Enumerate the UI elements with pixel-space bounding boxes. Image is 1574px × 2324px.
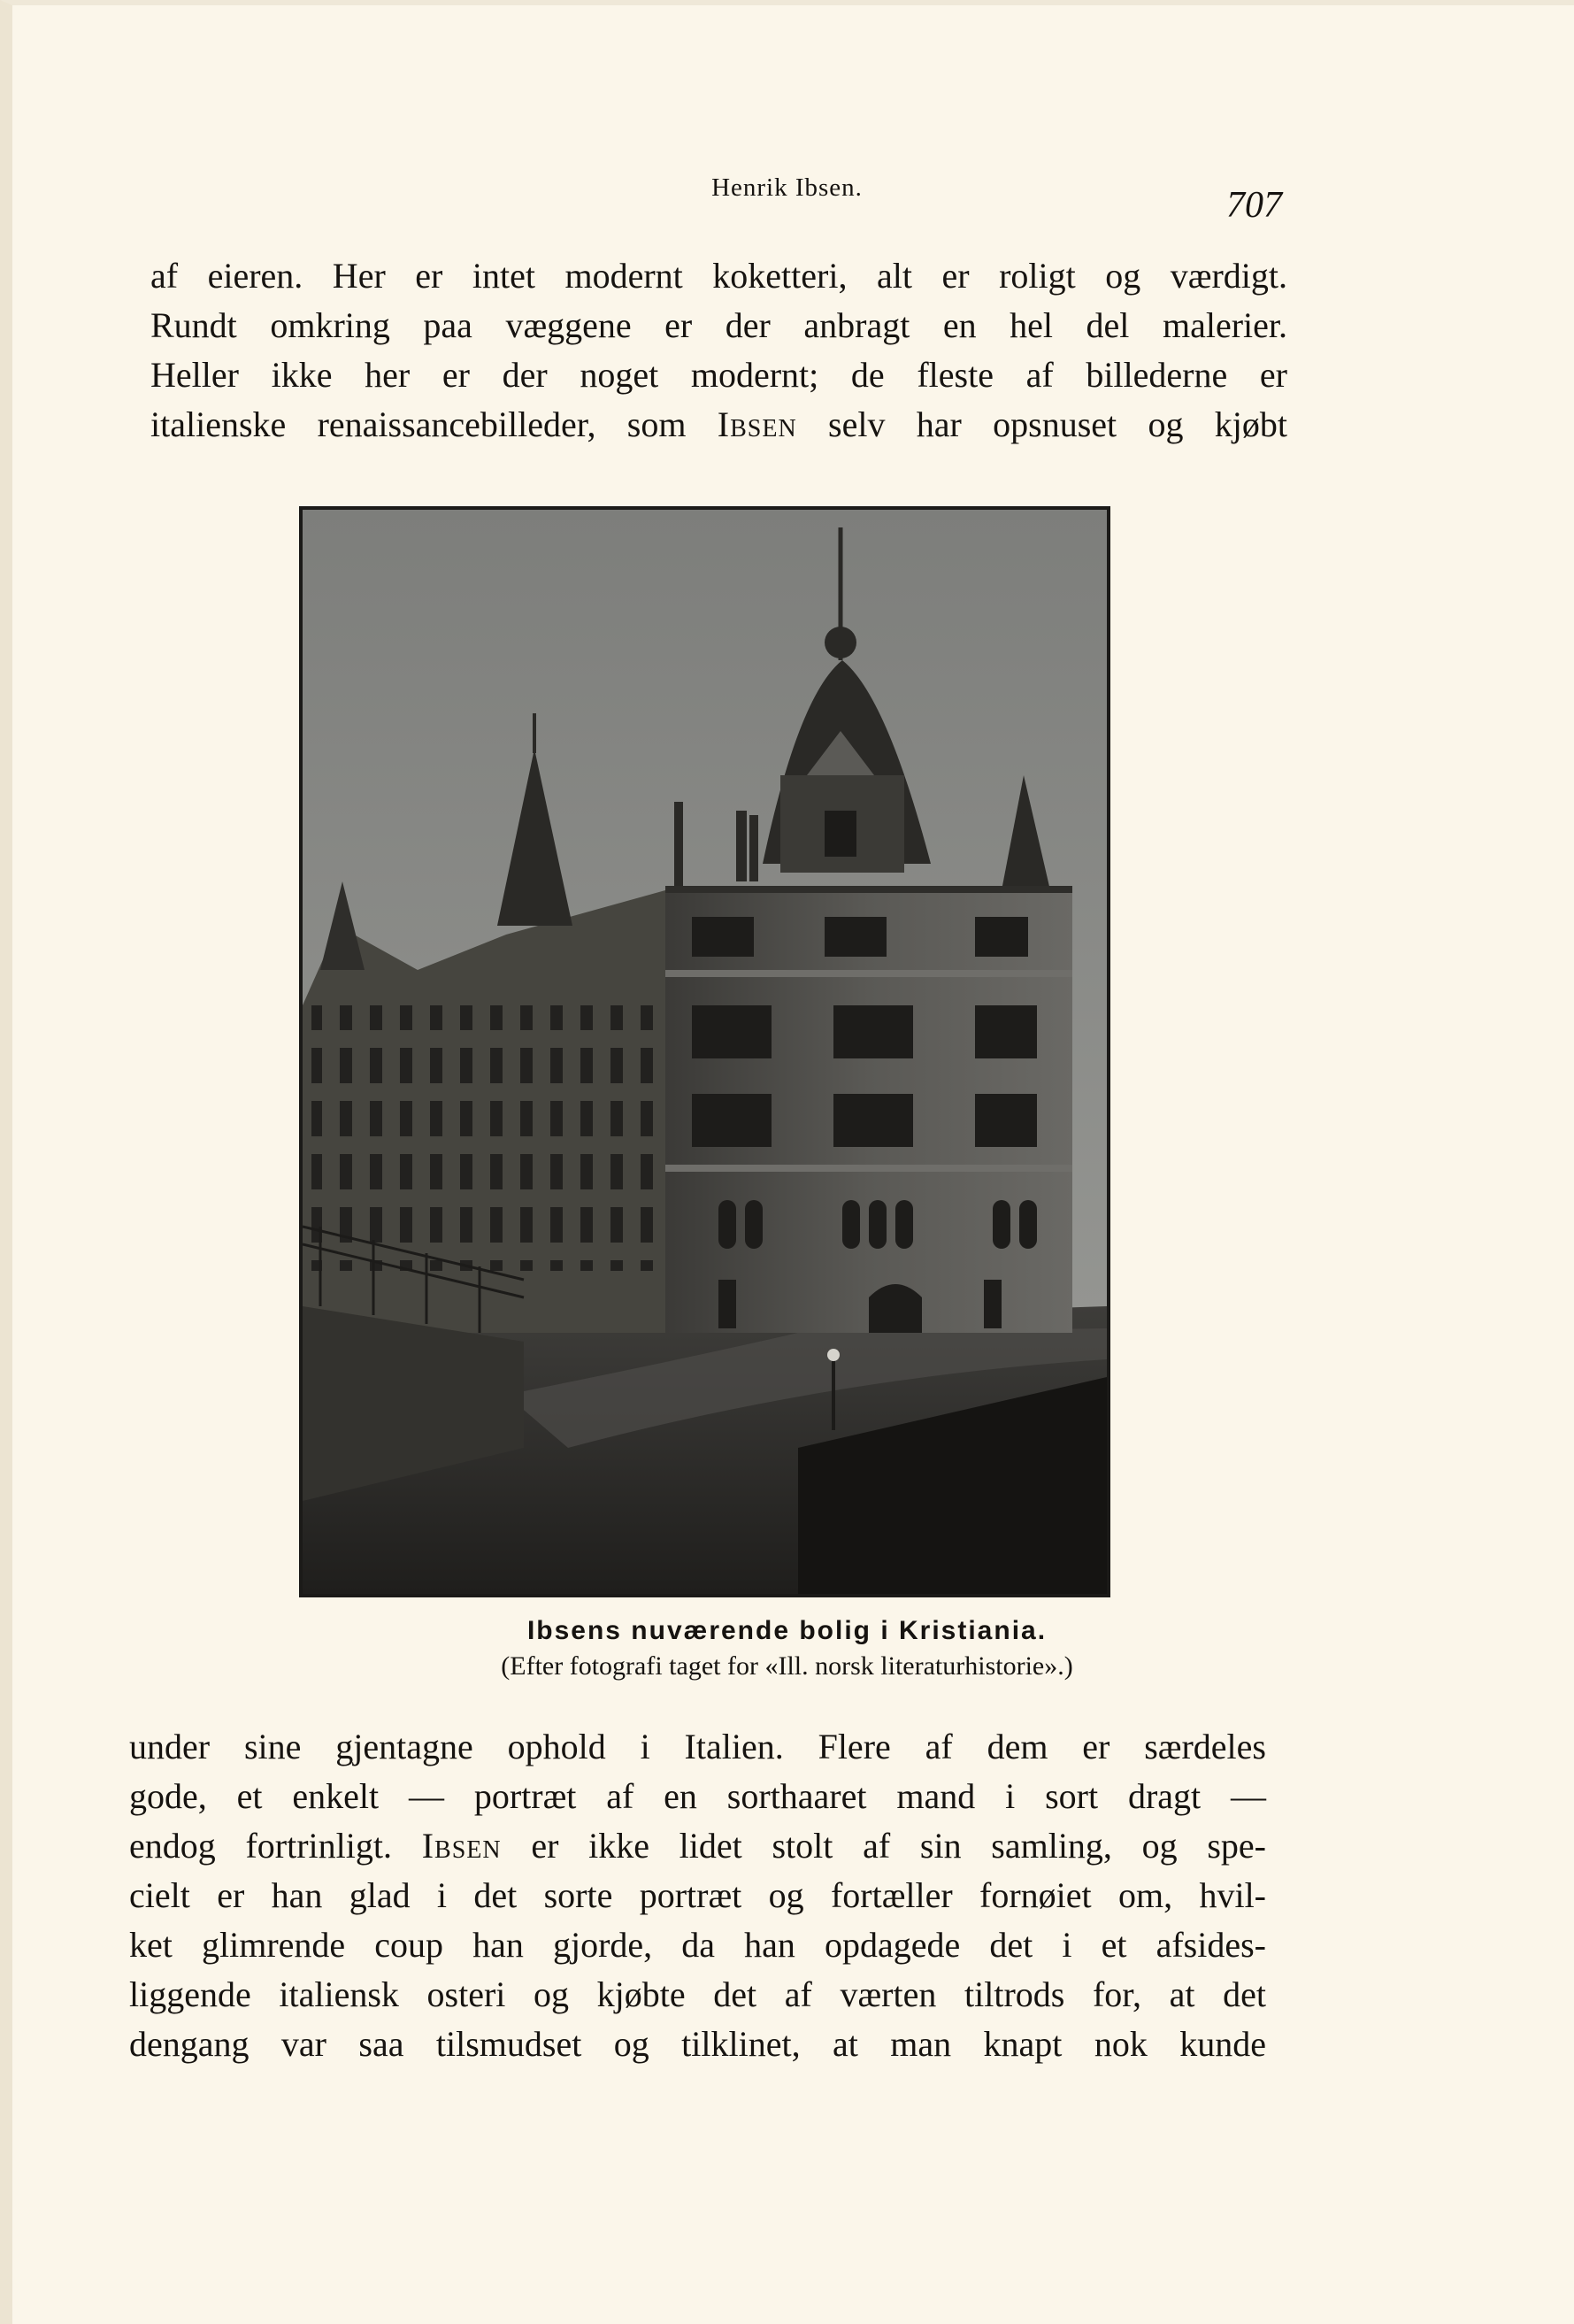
- text-line: dengang var saa tilsmudset og tilklinet, at man knapt nok kunde: [129, 2024, 1266, 2064]
- author-name-smallcaps: Ibsen: [717, 404, 797, 444]
- building-photograph: [299, 506, 1110, 1597]
- text-line: Heller ikke her er der noget modernt; de fleste af billederne er: [150, 355, 1287, 395]
- text-line: liggende italiensk osteri og kjøbte det af værten tiltrods for, at det: [129, 1974, 1266, 2014]
- page-number: 707: [1226, 185, 1282, 226]
- author-name-smallcaps: Ibsen: [421, 1826, 502, 1866]
- text-line: gode, et enkelt — portræt af en sorthaaret mand i sort dragt —: [129, 1776, 1266, 1816]
- figure-caption-title: Ibsens nuværende bolig i Kristiania.: [526, 1616, 1048, 1645]
- text-line: ket glimrende coup han gjorde, da han opdagede det i et afsides-: [129, 1925, 1266, 1965]
- text-line: cielt er han glad i det sorte portræt og fortæller fornøiet om, hvil-: [129, 1875, 1266, 1915]
- bottom-paragraph: [129, 1722, 1266, 2069]
- text-line: under sine gjentagne ophold i Italien. Flere af dem er særdeles: [129, 1727, 1266, 1766]
- text-line: endog fortrinligt. Ibsen er ikke lidet stolt af sin samling, og spe-: [129, 1826, 1266, 1866]
- photo-illustration: [303, 510, 1107, 1594]
- top-paragraph: [150, 251, 1287, 450]
- text-line: Rundt omkring paa væggene er der anbragt en hel del malerier.: [150, 305, 1287, 345]
- text-line: af eieren. Her er intet modernt koketteri, alt er roligt og værdigt.: [150, 256, 1287, 296]
- text-line: italienske renaissancebilleder, som Ibsen selv har opsnuset og kjøbt: [150, 404, 1287, 444]
- running-head: Henrik Ibsen.: [711, 173, 863, 202]
- figure-caption-credit: (Efter fotografi taget for «Ill. norsk literaturhistorie».): [501, 1651, 1073, 1681]
